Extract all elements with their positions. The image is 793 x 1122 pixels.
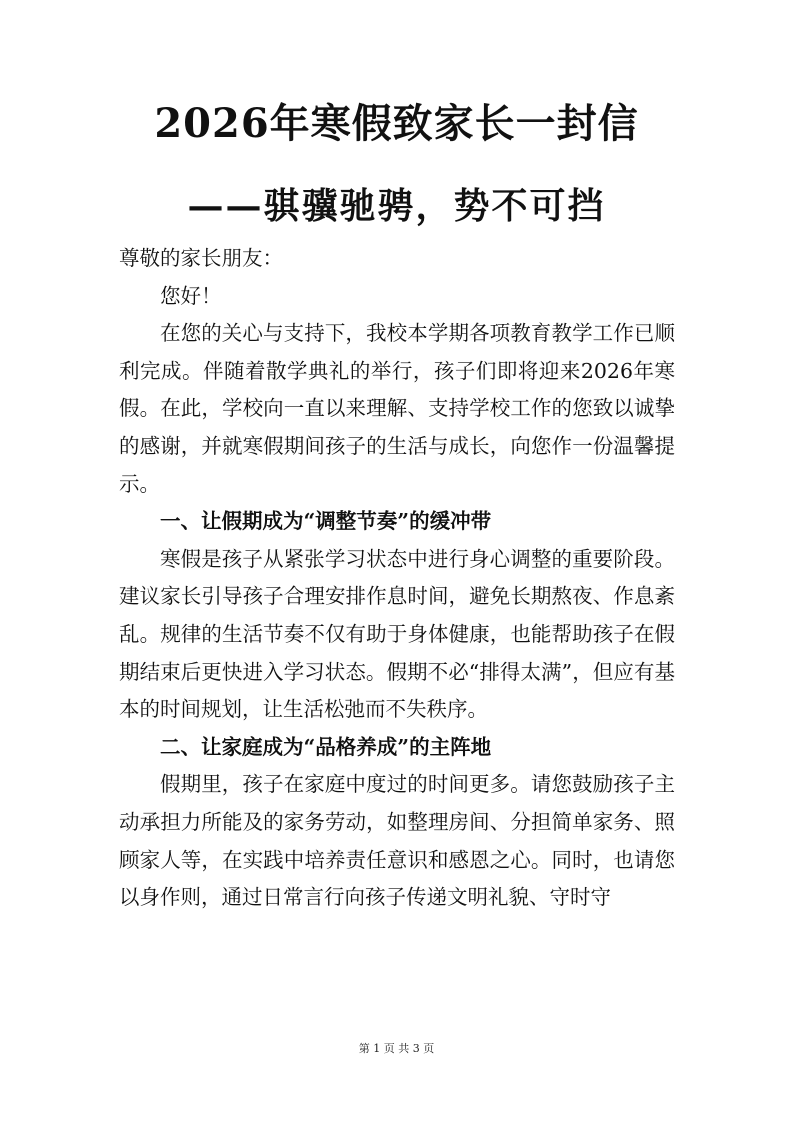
section-2-paragraph: 假期里，孩子在家庭中度过的时间更多。请您鼓励孩子主动承担力所能及的家务劳动，如整理房间、分担简单家务、照顾家人等，在实践中培养责任意识和感恩之心。同时，也请您以身作则，通过日常言行向孩子传递文明礼貌、守时守 xyxy=(119,772,675,910)
intro-paragraph: 在您的关心与支持下，我校本学期各项教育教学工作已顺利完成。伴随着散学典礼的举行，孩子们即将迎来2026年寒假。在此，学校向一直以来理解、支持学校工作的您致以诚挚的感谢，并就寒假期间孩子的生活与成长，向您作一份温馨提示。 xyxy=(119,321,675,496)
greeting: 您好！ xyxy=(160,283,222,308)
document-body xyxy=(119,240,675,917)
section-2-heading: 二、让家庭成为“品格养成”的主阵地 xyxy=(160,734,492,759)
document-subtitle: ——骐骥驰骋，势不可挡 xyxy=(187,185,606,227)
salutation: 尊敬的家长朋友： xyxy=(119,246,283,270)
section-1-paragraph: 寒假是孩子从紧张学习状态中进行身心调整的重要阶段。建议家长引导孩子合理安排作息时间，避免长期熬夜、作息紊乱。规律的生活节奏不仅有助于身体健康，也能帮助孩子在假期结束后更快进入学习状态。假期不必“排得太满”，但应有基本的时间规划，让生活松弛而不失秩序。 xyxy=(119,546,675,722)
section-1-heading: 一、让假期成为“调整节奏”的缓冲带 xyxy=(160,509,492,534)
document-title: 2026年寒假致家长一封信 xyxy=(154,100,639,147)
page-number-footer: 第 1 页 共 3 页 xyxy=(358,1042,435,1055)
